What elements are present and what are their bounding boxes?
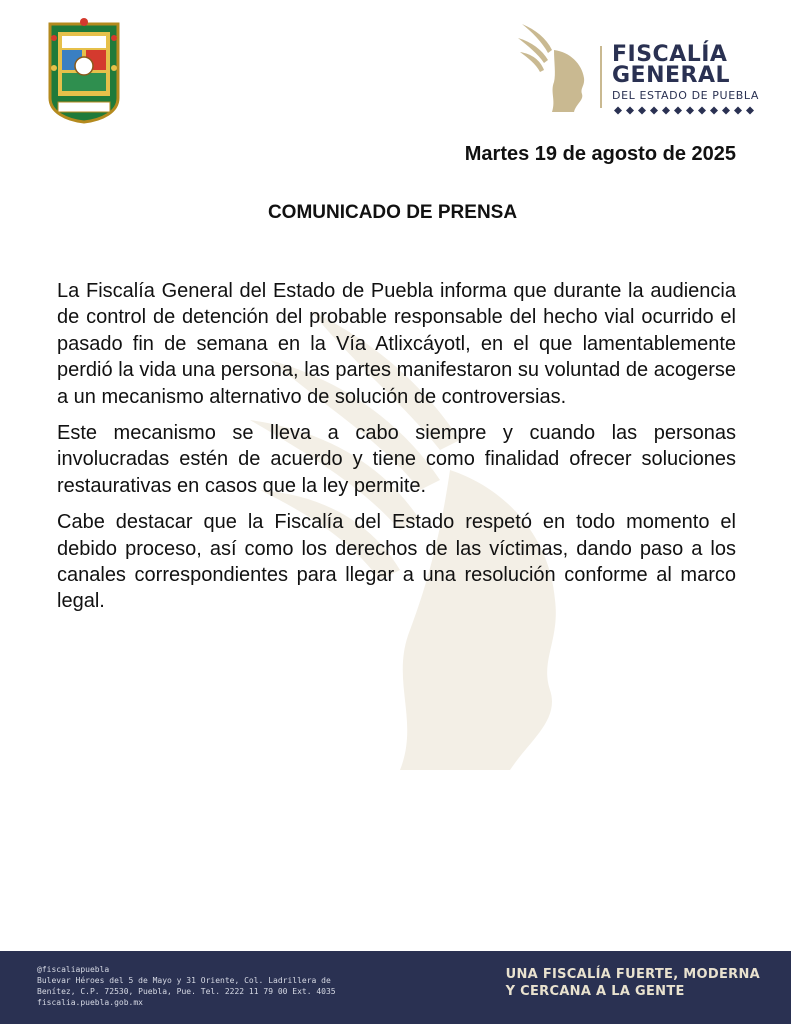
slogan-line2: Y CERCANA A LA GENTE — [505, 984, 685, 999]
logo-line2: GENERAL — [612, 63, 731, 88]
logo-line1: FISCALÍA — [612, 42, 728, 67]
document-title: COMUNICADO DE PRENSA — [267, 202, 518, 223]
footer — [0, 951, 791, 1024]
puebla-state-seal-icon — [44, 18, 124, 124]
footer-website: fiscalia.puebla.gob.mx — [37, 998, 143, 1007]
logo-line3: DEL ESTADO DE PUEBLA — [612, 89, 759, 102]
logo-divider — [600, 46, 602, 108]
slogan-line1: UNA FISCALÍA FUERTE, MODERNA — [505, 967, 760, 982]
logo-ornament-icon — [612, 106, 762, 115]
fiscalia-logo — [612, 44, 762, 120]
fiscalia-emblem-icon — [518, 20, 594, 114]
footer-social: @fiscaliapuebla — [37, 965, 110, 974]
paragraph-2: Este mecanismo se lleva a cabo siempre y cuando las personas involucradas estén de acuerdo y tiene como finalidad ofrecer soluciones restaurativas en casos que la ley permite. — [57, 422, 736, 497]
document-date: Martes 19 de agosto de 2025 — [464, 143, 736, 165]
footer-address-line2: Benítez, C.P. 72530, Puebla, Pue. Tel. 2222 11 79 00 Ext. 4035 — [37, 987, 336, 996]
paragraph-3: Cabe destacar que la Fiscalía del Estado respetó en todo momento el debido proceso, así como los derechos de las víctimas, dando paso a los canales correspondientes para llegar a una resolución conforme al marco legal. — [57, 511, 736, 613]
footer-slogan — [506, 966, 760, 1000]
footer-contact — [37, 964, 336, 1008]
footer-address-line1: Bulevar Héroes del 5 de Mayo y 31 Oriente, Col. Ladrillera de — [37, 976, 331, 985]
paragraph-1: La Fiscalía General del Estado de Puebla informa que durante la audiencia de control de detención del probable responsable del hecho vial ocurrido el pasado fin de semana en la Vía Atlixcáyotl, en el que lamentablemente perdió la vida una persona, las partes manifestaron su voluntad de acogerse a un mecanismo alternativo de solución de controversias. — [57, 280, 736, 408]
document-body — [57, 278, 736, 625]
